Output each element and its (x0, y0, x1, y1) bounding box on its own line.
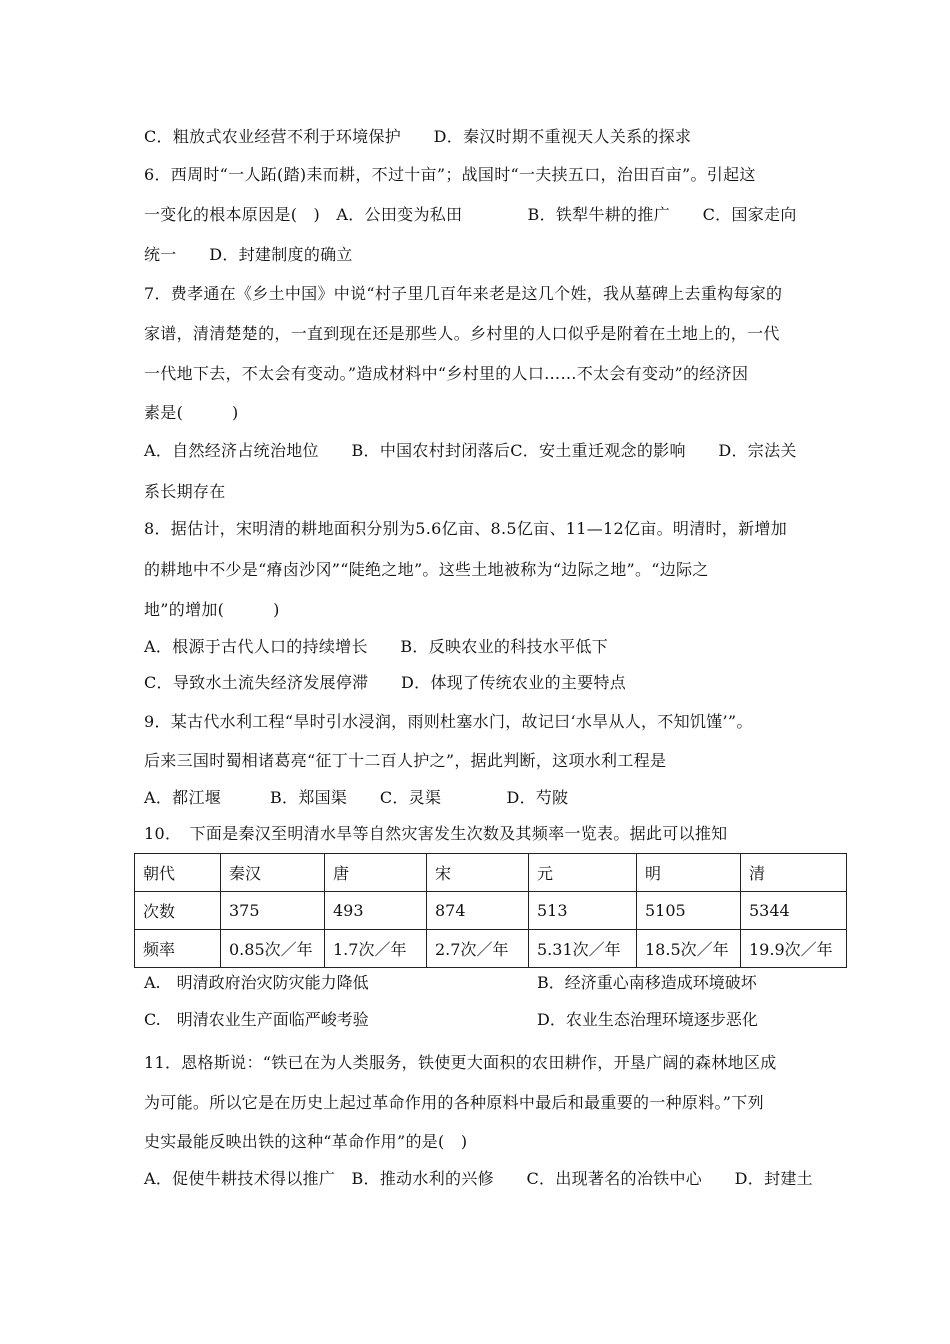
text-line: 为可能。所以它是在历史上起过革命作用的各种原料中最后和最重要的一种原料。”下列 (144, 1093, 764, 1112)
text-line: C．导致水土流失经济发展停滞 D．体现了传统农业的主要特点 (144, 673, 627, 692)
text-line: 10． 下面是秦汉至明清水旱等自然灾害发生次数及其频率一览表。据此可以推知 (144, 824, 728, 843)
table-cell: 元 (529, 854, 637, 892)
text-line: 史实最能反映出铁的这种“革命作用”的是( ) (144, 1132, 468, 1151)
q10-option-a: A. 明清政府治灾防灾能力降低 (144, 973, 369, 992)
q10-option-d: D．农业生态治理环境逐步恶化 (537, 1010, 758, 1029)
text-line: 8．据估计，宋明清的耕地面积分别为5.6亿亩、8.5亿亩、11—12亿亩。明清时，新增加 (144, 519, 787, 538)
table-cell: 宋 (427, 854, 529, 892)
text-line: C．粗放式农业经营不利于环境保护 D．秦汉时期不重视天人关系的探求 (144, 127, 692, 146)
text-line: 统一 D．封建制度的确立 (144, 245, 353, 264)
table-cell: 18.5次／年 (637, 930, 741, 968)
text-line: A．都江堰 B．郑国渠 C．灵渠 D．芍陂 (144, 788, 569, 807)
table-cell: 513 (529, 892, 637, 930)
text-line: 家谱，清清楚楚的，一直到现在还是那些人。乡村里的人口似乎是附着在土地上的，一代 (144, 324, 780, 343)
text-line: A．自然经济占统治地位 B．中国农村封闭落后C．安土重迁观念的影响 D．宗法关 (144, 441, 797, 460)
table-cell: 秦汉 (221, 854, 325, 892)
table-cell: 5105 (637, 892, 741, 930)
q10-option-c: C. 明清农业生产面临严峻考验 (144, 1010, 369, 1029)
text-line: 系长期存在 (144, 482, 226, 501)
text-line: 后来三国时蜀相诸葛亮“征丁十二百人护之”，据此判断，这项水利工程是 (144, 751, 667, 770)
text-line: 11．恩格斯说：“铁已在为人类服务，铁使更大面积的农田耕作，开垦广阔的森林地区成 (144, 1053, 777, 1072)
table-cell: 1.7次／年 (325, 930, 427, 968)
table-row (135, 930, 847, 968)
table-cell: 5.31次／年 (529, 930, 637, 968)
text-line: A．根源于古代人口的持续增长 B．反映农业的科技水平低下 (144, 637, 609, 656)
q10-option-b: B．经济重心南移造成环境破坏 (537, 973, 757, 992)
text-line: 素是( ) (144, 403, 239, 422)
table-row (135, 854, 847, 892)
table-row (135, 892, 847, 930)
table-cell: 次数 (135, 892, 221, 930)
text-line: 地”的增加( ) (144, 600, 280, 619)
table-cell: 5344 (741, 892, 847, 930)
text-line: 7．费孝通在《乡土中国》中说“村子里几百年来老是这几个姓，我从墓碑上去重构每家的 (144, 284, 783, 303)
table-cell: 19.9次／年 (741, 930, 847, 968)
text-line: A．促使牛耕技术得以推广 B．推动水利的兴修 C．出现著名的冶铁中心 D．封建土 (144, 1169, 813, 1188)
text-line: 的耕地中不少是“瘠卤沙冈”“陡绝之地”。这些土地被称为“边际之地”。“边际之 (144, 560, 709, 579)
table-cell: 0.85次／年 (221, 930, 325, 968)
text-line: 9．某古代水利工程“旱时引水浸润，雨则杜塞水门，故记曰‘水旱从人，不知饥馑’”。 (144, 712, 753, 731)
table-cell: 493 (325, 892, 427, 930)
table-cell: 2.7次／年 (427, 930, 529, 968)
table-cell: 唐 (325, 854, 427, 892)
text-line: 6．西周时“一人跖(踏)耒而耕，不过十亩”；战国时“一夫挟五口，治田百亩”。引起这 (144, 165, 756, 184)
table-cell: 874 (427, 892, 529, 930)
table-cell: 明 (637, 854, 741, 892)
text-line: 一变化的根本原因是( ) A．公田变为私田 B．铁犁牛耕的推广 C．国家走向 (144, 205, 797, 224)
table-cell: 频率 (135, 930, 221, 968)
disaster-frequency-table (134, 853, 847, 968)
table-cell: 清 (741, 854, 847, 892)
table-cell: 朝代 (135, 854, 221, 892)
text-line: 一代地下去，不太会有变动。”造成材料中“乡村里的人口……不太会有变动”的经济因 (144, 364, 749, 383)
table-cell: 375 (221, 892, 325, 930)
